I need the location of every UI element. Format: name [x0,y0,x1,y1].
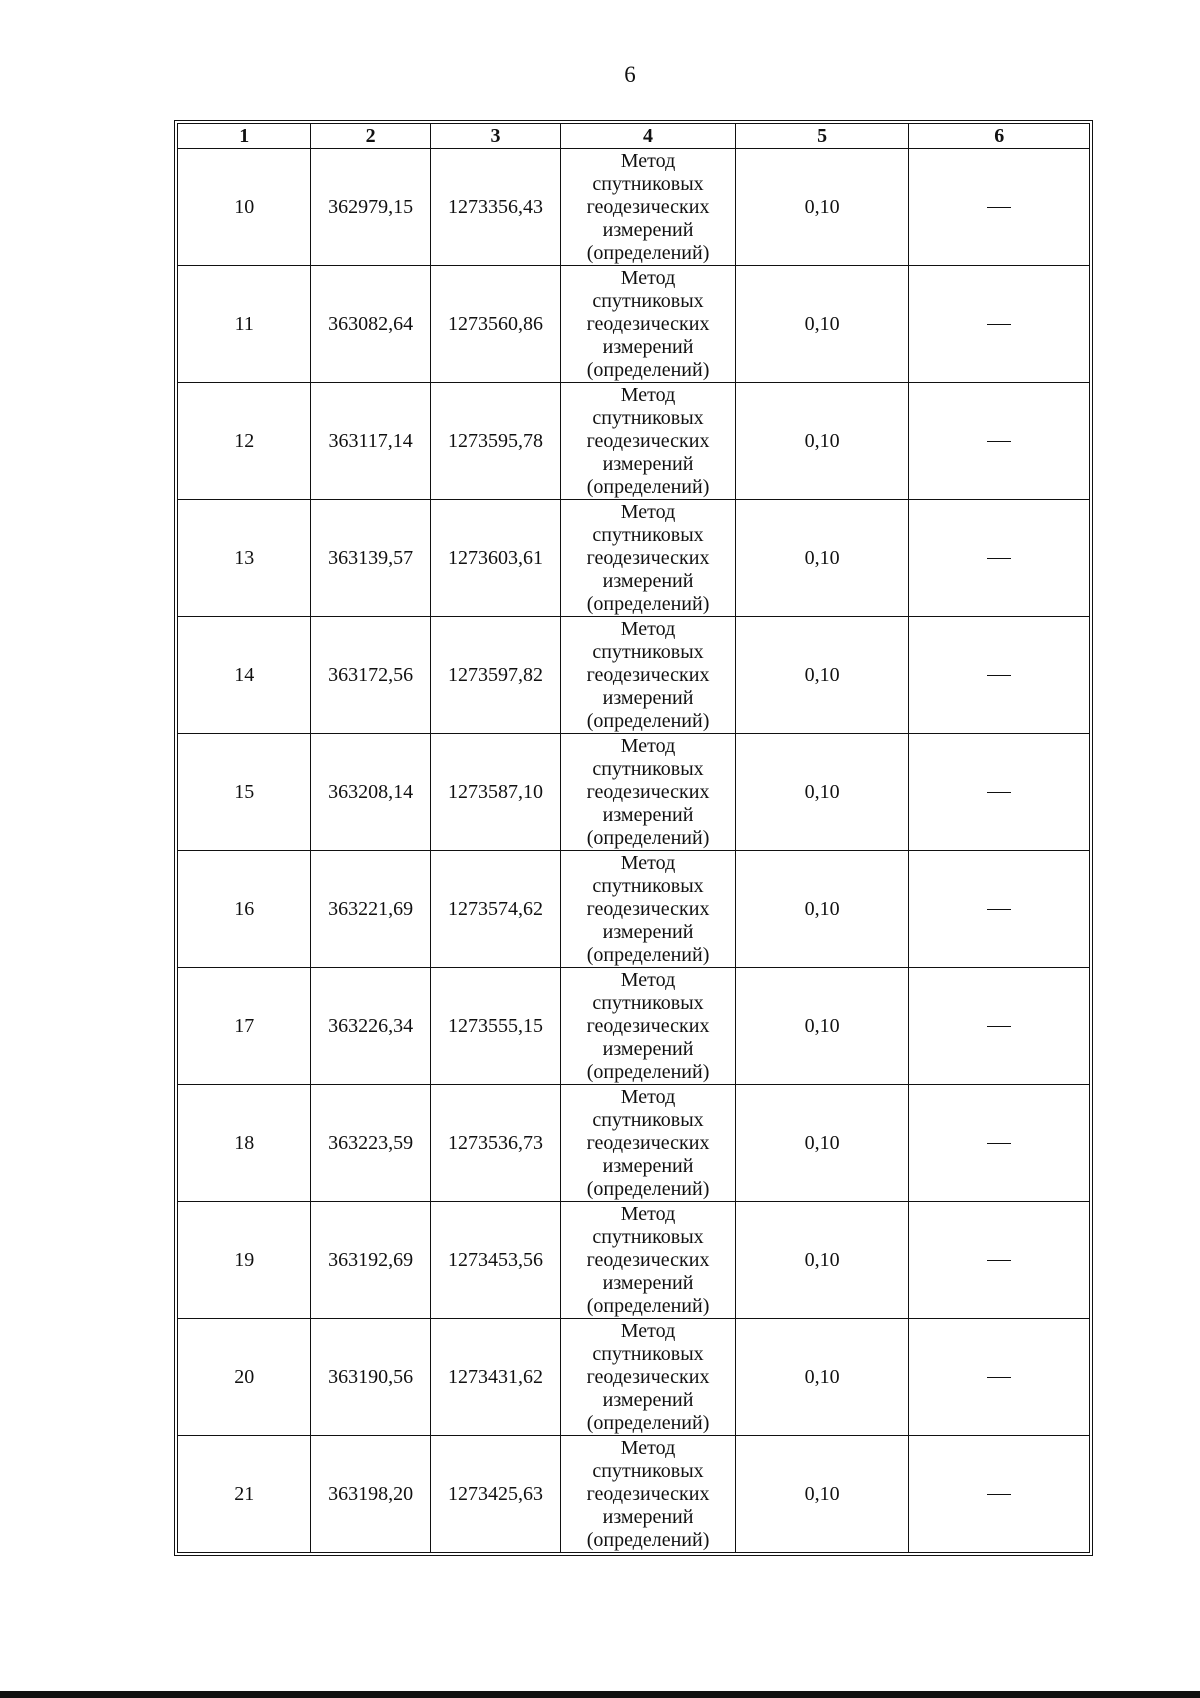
coordinates-table-frame [174,120,1093,1556]
y-coordinate-cell: 1273587,10 [430,734,560,851]
method-text-line: измерений [602,452,694,475]
y-coordinate-cell: 1273597,82 [430,617,560,734]
x-coordinate-cell: 363226,34 [311,968,430,1085]
y-coordinate-cell: 1273574,62 [430,851,560,968]
method-text-line: спутниковых [592,1225,704,1248]
x-coordinate-cell: 362979,15 [311,149,430,266]
accuracy-cell: 0,10 [735,500,909,617]
method-cell [561,851,736,968]
y-coordinate-cell: 1273536,73 [430,1085,560,1202]
x-coordinate-cell: 363208,14 [311,734,430,851]
method-text-line: спутниковых [592,874,704,897]
point-number-cell: 19 [178,1202,311,1319]
column-header-4: 4 [561,124,736,149]
point-number-cell: 14 [178,617,311,734]
table-row [178,1202,1090,1319]
table-row [178,617,1090,734]
method-text-line: Метод [620,851,676,874]
x-coordinate-cell: 363198,20 [311,1436,430,1553]
method-text-line: (определений) [586,826,710,849]
table-row [178,266,1090,383]
column6-cell [909,734,1090,851]
x-coordinate-cell: 363192,69 [311,1202,430,1319]
method-text-line: геодезических [586,429,710,452]
method-text-line: измерений [602,218,694,241]
method-text-line: спутниковых [592,1108,704,1131]
page-number: 6 [624,62,636,87]
method-text-line: (определений) [586,1294,710,1317]
x-coordinate-cell: 363117,14 [311,383,430,500]
method-text-line: измерений [602,920,694,943]
y-coordinate-cell: 1273356,43 [430,149,560,266]
method-text-line: геодезических [586,1014,710,1037]
point-number-cell: 18 [178,1085,311,1202]
method-text-line: (определений) [586,475,710,498]
table-row [178,968,1090,1085]
method-text-line: геодезических [586,546,710,569]
method-text-line: геодезических [586,1131,710,1154]
y-coordinate-cell: 1273453,56 [430,1202,560,1319]
column6-cell [909,149,1090,266]
accuracy-cell: 0,10 [735,1319,909,1436]
column6-cell [909,1085,1090,1202]
dash-mark [987,1377,1011,1378]
table-row [178,500,1090,617]
x-coordinate-cell: 363223,59 [311,1085,430,1202]
dash-mark [987,441,1011,442]
x-coordinate-cell: 363082,64 [311,266,430,383]
method-text-line: Метод [620,734,676,757]
point-number-cell: 11 [178,266,311,383]
method-text-line: геодезических [586,1248,710,1271]
dash-mark [987,792,1011,793]
method-cell [561,617,736,734]
dash-mark [987,675,1011,676]
point-number-cell: 10 [178,149,311,266]
method-text-line: (определений) [586,709,710,732]
method-text-line: Метод [620,1085,676,1108]
method-text-line: Метод [620,1202,676,1225]
method-text-line: спутниковых [592,640,704,663]
method-text-line: Метод [620,383,676,406]
method-text-line: геодезических [586,312,710,335]
method-text-line: спутниковых [592,523,704,546]
method-text-line: (определений) [586,592,710,615]
method-text-line: измерений [602,686,694,709]
column6-cell [909,1319,1090,1436]
method-text-line: Метод [620,266,676,289]
column6-cell [909,266,1090,383]
method-text-line: измерений [602,1388,694,1411]
method-text-line: (определений) [586,358,710,381]
dash-mark [987,1026,1011,1027]
method-text-line: (определений) [586,1528,710,1551]
accuracy-cell: 0,10 [735,1202,909,1319]
column6-cell [909,1436,1090,1553]
method-text-line: измерений [602,569,694,592]
method-text-line: геодезических [586,1365,710,1388]
table-row [178,1319,1090,1436]
y-coordinate-cell: 1273595,78 [430,383,560,500]
accuracy-cell: 0,10 [735,968,909,1085]
method-cell [561,500,736,617]
method-text-line: Метод [620,617,676,640]
column-header-1: 1 [178,124,311,149]
method-text-line: измерений [602,803,694,826]
accuracy-cell: 0,10 [735,266,909,383]
method-text-line: (определений) [586,943,710,966]
method-cell [561,734,736,851]
method-text-line: спутниковых [592,1459,704,1482]
method-text-line: измерений [602,335,694,358]
method-text-line: геодезических [586,195,710,218]
method-cell [561,968,736,1085]
point-number-cell: 13 [178,500,311,617]
method-cell [561,1085,736,1202]
method-text-line: измерений [602,1271,694,1294]
column6-cell [909,851,1090,968]
accuracy-cell: 0,10 [735,617,909,734]
accuracy-cell: 0,10 [735,734,909,851]
x-coordinate-cell: 363221,69 [311,851,430,968]
dash-mark [987,1143,1011,1144]
coordinates-table [177,123,1090,1553]
column6-cell [909,500,1090,617]
method-text-line: геодезических [586,1482,710,1505]
method-text-line: Метод [620,1319,676,1342]
y-coordinate-cell: 1273560,86 [430,266,560,383]
dash-mark [987,558,1011,559]
x-coordinate-cell: 363139,57 [311,500,430,617]
point-number-cell: 17 [178,968,311,1085]
method-text-line: Метод [620,1436,676,1459]
method-cell [561,383,736,500]
table-row [178,1436,1090,1553]
point-number-cell: 15 [178,734,311,851]
method-text-line: спутниковых [592,406,704,429]
method-text-line: (определений) [586,1060,710,1083]
method-text-line: измерений [602,1154,694,1177]
x-coordinate-cell: 363172,56 [311,617,430,734]
method-text-line: (определений) [586,241,710,264]
method-text-line: измерений [602,1505,694,1528]
table-row [178,734,1090,851]
y-coordinate-cell: 1273603,61 [430,500,560,617]
dash-mark [987,1260,1011,1261]
accuracy-cell: 0,10 [735,1436,909,1553]
method-text-line: Метод [620,968,676,991]
method-text-line: спутниковых [592,991,704,1014]
method-text-line: спутниковых [592,757,704,780]
column6-cell [909,617,1090,734]
accuracy-cell: 0,10 [735,1085,909,1202]
method-text-line: Метод [620,149,676,172]
table-row [178,1085,1090,1202]
y-coordinate-cell: 1273555,15 [430,968,560,1085]
method-cell [561,149,736,266]
accuracy-cell: 0,10 [735,851,909,968]
column6-cell [909,383,1090,500]
column6-cell [909,968,1090,1085]
method-cell [561,1436,736,1553]
dash-mark [987,1494,1011,1495]
column-header-5: 5 [735,124,909,149]
method-text-line: спутниковых [592,289,704,312]
column-header-3: 3 [430,124,560,149]
table-row [178,149,1090,266]
y-coordinate-cell: 1273425,63 [430,1436,560,1553]
method-text-line: (определений) [586,1411,710,1434]
scan-bottom-edge [0,1691,1200,1698]
table-row [178,851,1090,968]
column-header-2: 2 [311,124,430,149]
method-cell [561,1319,736,1436]
method-cell [561,1202,736,1319]
method-cell [561,266,736,383]
method-text-line: спутниковых [592,172,704,195]
point-number-cell: 20 [178,1319,311,1436]
point-number-cell: 16 [178,851,311,968]
dash-mark [987,324,1011,325]
method-text-line: спутниковых [592,1342,704,1365]
method-text-line: геодезических [586,780,710,803]
table-row [178,383,1090,500]
x-coordinate-cell: 363190,56 [311,1319,430,1436]
point-number-cell: 21 [178,1436,311,1553]
accuracy-cell: 0,10 [735,383,909,500]
table-header-row [178,124,1090,149]
y-coordinate-cell: 1273431,62 [430,1319,560,1436]
method-text-line: Метод [620,500,676,523]
column6-cell [909,1202,1090,1319]
point-number-cell: 12 [178,383,311,500]
method-text-line: измерений [602,1037,694,1060]
method-text-line: (определений) [586,1177,710,1200]
dash-mark [987,909,1011,910]
dash-mark [987,207,1011,208]
table-body [178,149,1090,1553]
column-header-6: 6 [909,124,1090,149]
accuracy-cell: 0,10 [735,149,909,266]
method-text-line: геодезических [586,897,710,920]
method-text-line: геодезических [586,663,710,686]
